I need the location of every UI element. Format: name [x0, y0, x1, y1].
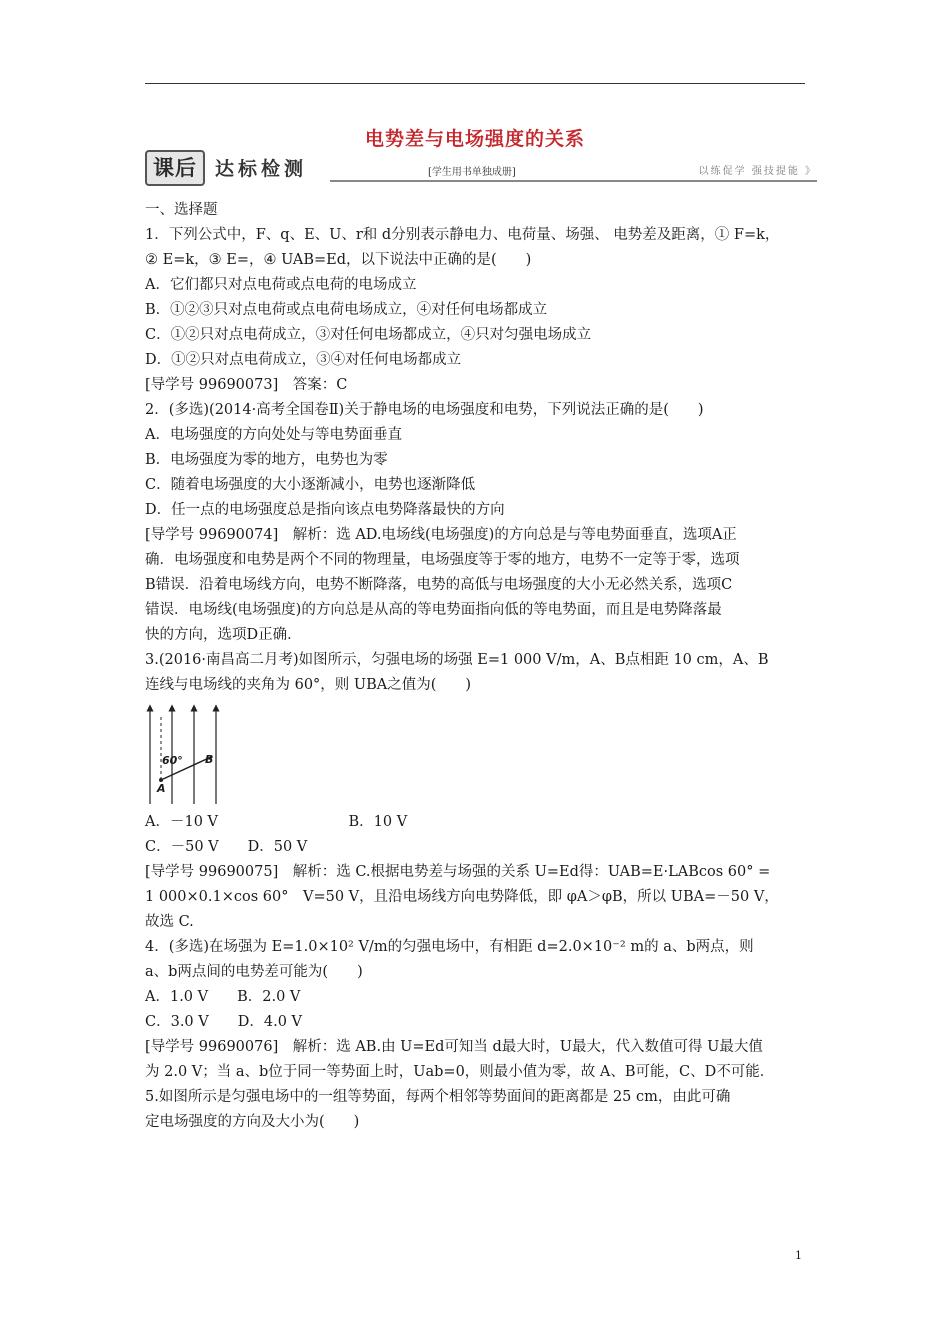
text-line: [导学号 99690073] 答案：C: [145, 377, 348, 393]
text-line: 一、选择题: [145, 202, 218, 218]
text-line: D．任一点的电场强度总是指向该点电势降落最快的方向: [145, 502, 505, 518]
text-line: 连线与电场线的夹角为 60°，则 UBA之值为( ): [145, 677, 472, 693]
text-line: [导学号 99690074] 解析：选 AD.电场线(电场强度)的方向总是与等电势面垂直，选项A正: [145, 527, 737, 543]
text-line: D．①②只对点电荷成立，③④对任何电场都成立: [145, 352, 462, 368]
text-line: C．随着电场强度的大小逐渐减小，电势也逐渐降低: [145, 477, 476, 493]
text-line: A．1.0 V B．2.0 V: [145, 989, 301, 1005]
text-line: 快的方向，选项D正确．: [145, 627, 302, 643]
text-line: 2．(多选)(2014·高考全国卷Ⅱ)关于静电场的电场强度和电势，下列说法正确的是( ): [145, 402, 704, 418]
text-line: 确．电场强度和电势是两个不同的物理量，电场强度等于零的地方，电势不一定等于零，选项: [145, 552, 740, 568]
text-line: 1．下列公式中，F、q、E、U、r和 d分别表示静电力、电荷量、场强、 电势差及距离，① F=k，: [145, 227, 780, 243]
point-a-label: A: [157, 782, 166, 795]
text-line: 5.如图所示是匀强电场中的一组等势面，每两个相邻等势面间的距离都是 25 cm，由此可确: [145, 1089, 731, 1105]
banner-badge: 课后: [145, 150, 205, 186]
banner-title: 达标检测: [215, 158, 308, 180]
text-line: 1 000×0.1×cos 60° V=50 V，且沿电场线方向电势降低，即 φA＞φB，所以 UBA=－50 V，: [145, 889, 779, 905]
text-line: B．电场强度为零的地方，电势也为零: [145, 452, 388, 468]
text-line: C．①②只对点电荷成立，③对任何电场都成立，④只对匀强电场成立: [145, 327, 592, 343]
text-line: [导学号 99690075] 解析：选 C.根据电势差与场强的关系 U=Ed得：UAB=E·LABcos 60° =: [145, 864, 771, 880]
text-line: A．－10 V B．10 V: [145, 814, 408, 830]
text-line: C．3.0 V D．4.0 V: [145, 1014, 303, 1030]
text-line: B．①②③只对点电荷或点电荷电场成立，④对任何电场都成立: [145, 302, 548, 318]
banner-note: [学生用书单独成册]: [428, 167, 516, 178]
document-body: [145, 198, 810, 1135]
banner-slogan: 以练促学 强技提能 》: [698, 166, 817, 177]
text-block-2: [145, 810, 810, 1135]
text-line: B错误．沿着电场线方向，电势不断降落，电势的高低与电场强度的大小无必然关系，选项C: [145, 577, 733, 593]
text-line: ② E=k，③ E=，④ UAB=Ed，以下说法中正确的是( ): [145, 252, 532, 268]
banner-rule: [330, 180, 817, 182]
text-line: 错误．电场线(电场强度)的方向总是从高的等电势面指向低的等电势面，而且是电势降落最: [145, 602, 722, 618]
document-title: 电势差与电场强度的关系: [364, 128, 585, 150]
field-figure: [145, 698, 810, 810]
text-line: a、b两点间的电势差可能为( ): [145, 964, 363, 980]
text-line: [导学号 99690076] 解析：选 AB.由 U=Ed可知当 d最大时，U最大，代入数值可得 U最大值: [145, 1039, 763, 1055]
text-line: 4．(多选)在场强为 E=1.0×10² V/m的匀强电场中，有相距 d=2.0×10⁻² m的 a、b两点，则: [145, 939, 754, 955]
text-line: A．电场强度的方向处处与等电势面垂直: [145, 427, 402, 443]
point-b-label: B: [205, 753, 214, 766]
text-line: 为 2.0 V；当 a、b位于同一等势面上时，Uab=0，则最小值为零，故 A、B可能，C、D不可能．: [145, 1064, 775, 1080]
header-rule: [145, 83, 805, 84]
text-line: 定电场强度的方向及大小为( ): [145, 1114, 360, 1130]
text-line: 3.(2016·南昌高二月考)如图所示，匀强电场的场强 E=1 000 V/m，A、B点相距 10 cm，A、B: [145, 652, 769, 668]
text-line: A．它们都只对点电荷或点电荷的电场成立: [145, 277, 417, 293]
text-block-1: [145, 198, 810, 698]
page-number: 1: [795, 1249, 802, 1262]
text-line: C．－50 V D．50 V: [145, 839, 308, 855]
angle-label: 60°: [162, 754, 183, 767]
text-line: 故选 C.: [145, 914, 194, 930]
section-banner: [145, 150, 817, 184]
